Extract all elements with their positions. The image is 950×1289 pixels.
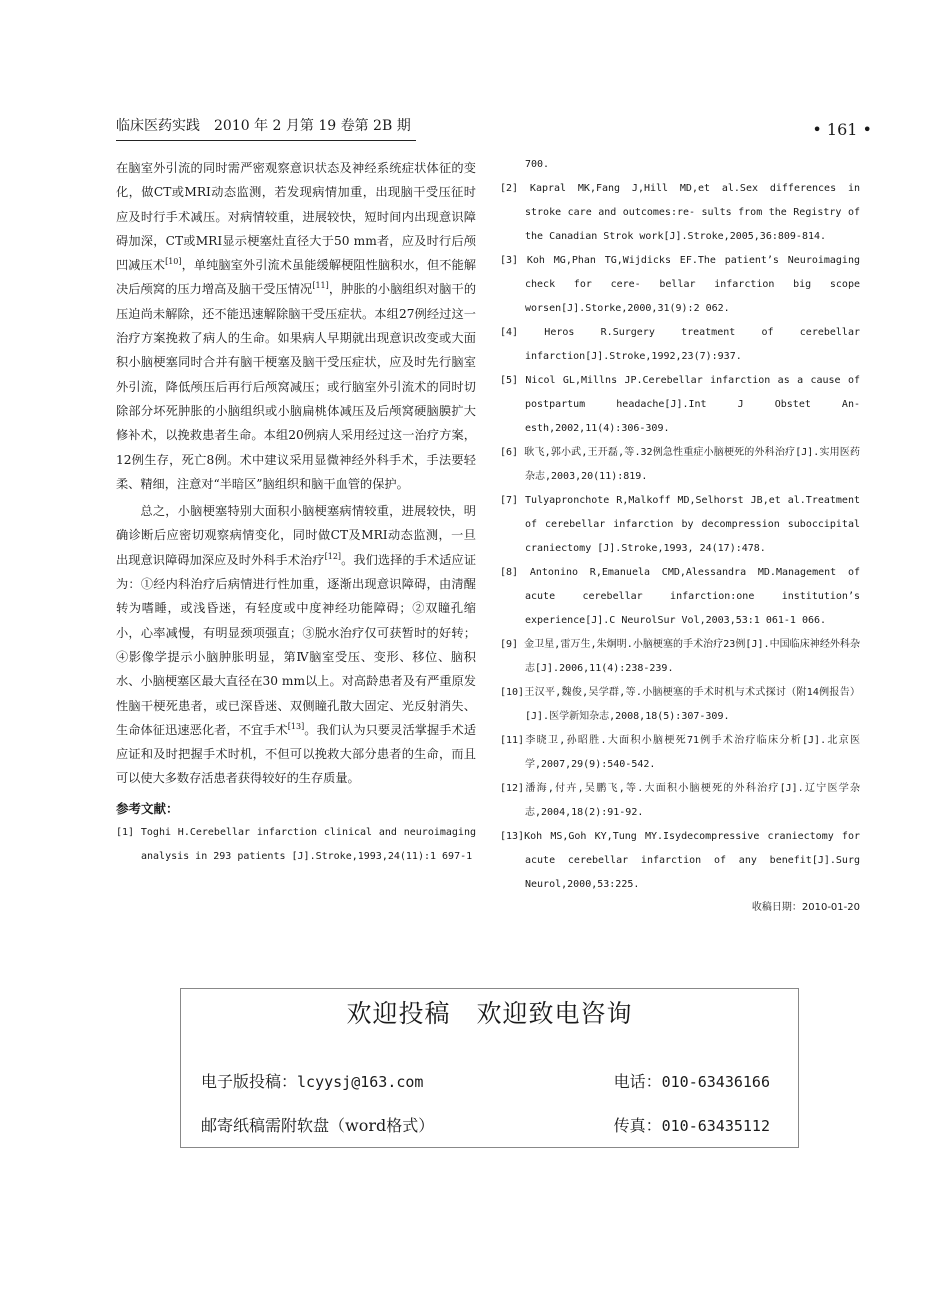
phone-number: 010-63436166 bbox=[661, 1073, 770, 1091]
email-label: 电子版投稿： bbox=[201, 1072, 298, 1091]
reference-item: [4] Heros R.Surgery treatment of cerebellar infarction[J].Stroke,1992,23(7):937. bbox=[500, 327, 860, 362]
phone-info bbox=[614, 1071, 770, 1093]
contact-row-1 bbox=[201, 1071, 770, 1093]
citation: [11] bbox=[312, 281, 329, 291]
paragraph-text: 。我们认为只要灵活掌握手术适应证和及时把握手术时机，不但可以挽救大部分患者的生命，而且可以使大多数存活患者获得较好的生存质量。 bbox=[116, 722, 477, 786]
reference-continuation: 700. bbox=[525, 159, 550, 170]
phone-label: 电话： bbox=[613, 1072, 662, 1091]
contact-row-2 bbox=[201, 1115, 770, 1137]
paragraph-text: 总之，小脑梗塞特别大面积小脑梗塞病情较重，进展较快，明确诊断后应密切观察病情变化，同时做CT及MRI动态监测，一旦出现意识障碍加深应及时外科手术治疗 bbox=[116, 504, 476, 567]
submission-banner bbox=[180, 988, 799, 1148]
reference-item: [13]Koh MS,Goh KY,Tung MY.Isydecompressive craniectomy for acute cerebellar infarction of any benefit[J].Surg Neurol,2000,53:225. bbox=[500, 831, 860, 890]
fax-label: 传真： bbox=[613, 1116, 662, 1135]
received-date: 收稿日期：2010-01-20 bbox=[751, 902, 860, 913]
references-heading: 参考文献： bbox=[116, 800, 179, 816]
reference-item: [7] Tulyapronchote R,Malkoff MD,Selhorst JB,et al.Treatment of cerebellar infarction by decompression suboccipital craniectomy [J].Stroke,1993, 24(17):478. bbox=[500, 495, 860, 554]
body-paragraph-1 bbox=[116, 156, 476, 496]
reference-item: [11]李晓卫,孙昭胜.大面积小脑梗死71例手术治疗临床分析[J].北京医学,2007,29(9):540-542. bbox=[500, 735, 860, 770]
citation: [13] bbox=[287, 721, 305, 731]
citation: [10] bbox=[165, 257, 182, 267]
reference-item: [5] Nicol GL,Millns JP.Cerebellar infarction as a cause of postpartum headache[J].Int J Obstet An- esth,2002,11(4):306-309. bbox=[500, 375, 860, 434]
email-link[interactable]: lcyysj@163.com bbox=[297, 1073, 424, 1091]
fax-info bbox=[614, 1115, 770, 1137]
reference-item: [1] Toghi H.Cerebellar infarction clinical and neuroimaging analysis in 293 patients [J].Stroke,1993,24(11):1 697-1 bbox=[116, 827, 476, 863]
reference-item: [10]王汉平,魏俊,吴学群,等.小脑梗塞的手术时机与术式探讨（附14例报告）[J].医学新知杂志,2008,18(5):307-309. bbox=[500, 687, 860, 722]
citation: [12] bbox=[324, 551, 342, 561]
banner-title: 欢迎投稿 欢迎致电咨询 bbox=[346, 999, 633, 1028]
reference-item: [6] 耿飞,郭小武,王开磊,等.32例急性重症小脑梗死的外科治疗[J].实用医药杂志,2003,20(11):819. bbox=[500, 447, 860, 482]
page-number: • 161 • bbox=[812, 120, 872, 139]
fax-number: 010-63435112 bbox=[661, 1117, 770, 1135]
mail-note: 邮寄纸稿需附软盘（word格式） bbox=[201, 1116, 435, 1135]
body-paragraph-2 bbox=[116, 499, 476, 791]
paragraph-text: 。我们选择的手术适应证为：①经内科治疗后病情进行性加重，逐渐出现意识障碍，由清醒转为嗜睡，或浅昏迷，有轻度或中度神经功能障碍；②双瞳孔缩小，心率减慢，有明显颈项强直；③脱水治疗仅可获暂时的好转；④影像学提示小脑肿胀明显，第Ⅳ脑室受压、变形、移位、脑积水、小脑梗塞区最大直径在30 mm以上。对高龄患者及有严重原发性脑干梗死患者，或已深昏迷、双侧瞳孔散大固定、光反射消失、生命体征迅速恶化者，不宜手术 bbox=[116, 552, 477, 737]
reference-item: [8] Antonino R,Emanuela CMD,Alessandra MD.Management of acute cerebellar infarction:one institution’s experience[J].C NeurolSur Vol,2003,53:1 061-1 066. bbox=[500, 567, 860, 626]
reference-item: [2] Kapral MK,Fang J,Hill MD,et al.Sex differences in stroke care and outcomes:re- sults from the Registry of the Canadian Strok work[J].Stroke,2005,36:809-814. bbox=[500, 183, 860, 242]
reference-item: [3] Koh MG,Phan TG,Wijdicks EF.The patient’s Neuroimaging check for cere- bellar infarction big scope worsen[J].Storke,2000,31(9):2 062. bbox=[500, 255, 860, 314]
journal-header: 临床医药实践 2010 年 2 月第 19 卷第 2B 期 bbox=[116, 116, 416, 141]
paragraph-text: ，单纯脑室外引流术虽能缓解梗阻性脑积水，但不能解决后颅窝的压力增高及脑干受压情况 bbox=[116, 258, 477, 297]
left-column bbox=[116, 156, 476, 869]
right-column bbox=[500, 153, 860, 917]
reference-item: [12]潘海,付卉,吴鹏飞,等.大面积小脑梗死的外科治疗[J].辽宁医学杂志,2004,18(2):91-92. bbox=[500, 783, 860, 818]
paragraph-text: 在脑室外引流的同时需严密观察意识状态及神经系统症状体征的变化，做CT或MRI动态监测，若发现病情加重，出现脑干受压征时应及时行手术减压。对病情较重，进展较快，短时间内出现意识障碍加深，CT或MRI显示梗塞灶直径大于50 mm者，应及时行后颅凹减压术 bbox=[116, 161, 476, 273]
reference-item: [9] 金卫星,雷万生,朱炯明.小脑梗塞的手术治疗23例[J].中国临床神经外科杂志[J].2006,11(4):238-239. bbox=[500, 639, 860, 674]
paragraph-text: ，肿胀的小脑组织对脑干的压迫尚未解除，还不能迅速解除脑干受压症状。本组27例经过这一治疗方案挽救了病人的生命。如果病人早期就出现意识改变或大面积小脑梗塞同时合并有脑干梗塞及脑干受压症状，应及时先行脑室外引流，降低颅压后再行后颅窝减压；或行脑室外引流术的同时切除部分坏死肿胀的小脑组织或小脑扁桃体减压及后颅窝硬脑膜扩大修补术，以挽救患者生命。本组20例病人采用经过这一治疗方案，12例生存，死亡8例。术中建议采用显微神经外科手术，手法要轻柔、精细，注意对“半暗区”脑组织和脑干血管的保护。 bbox=[116, 282, 477, 491]
